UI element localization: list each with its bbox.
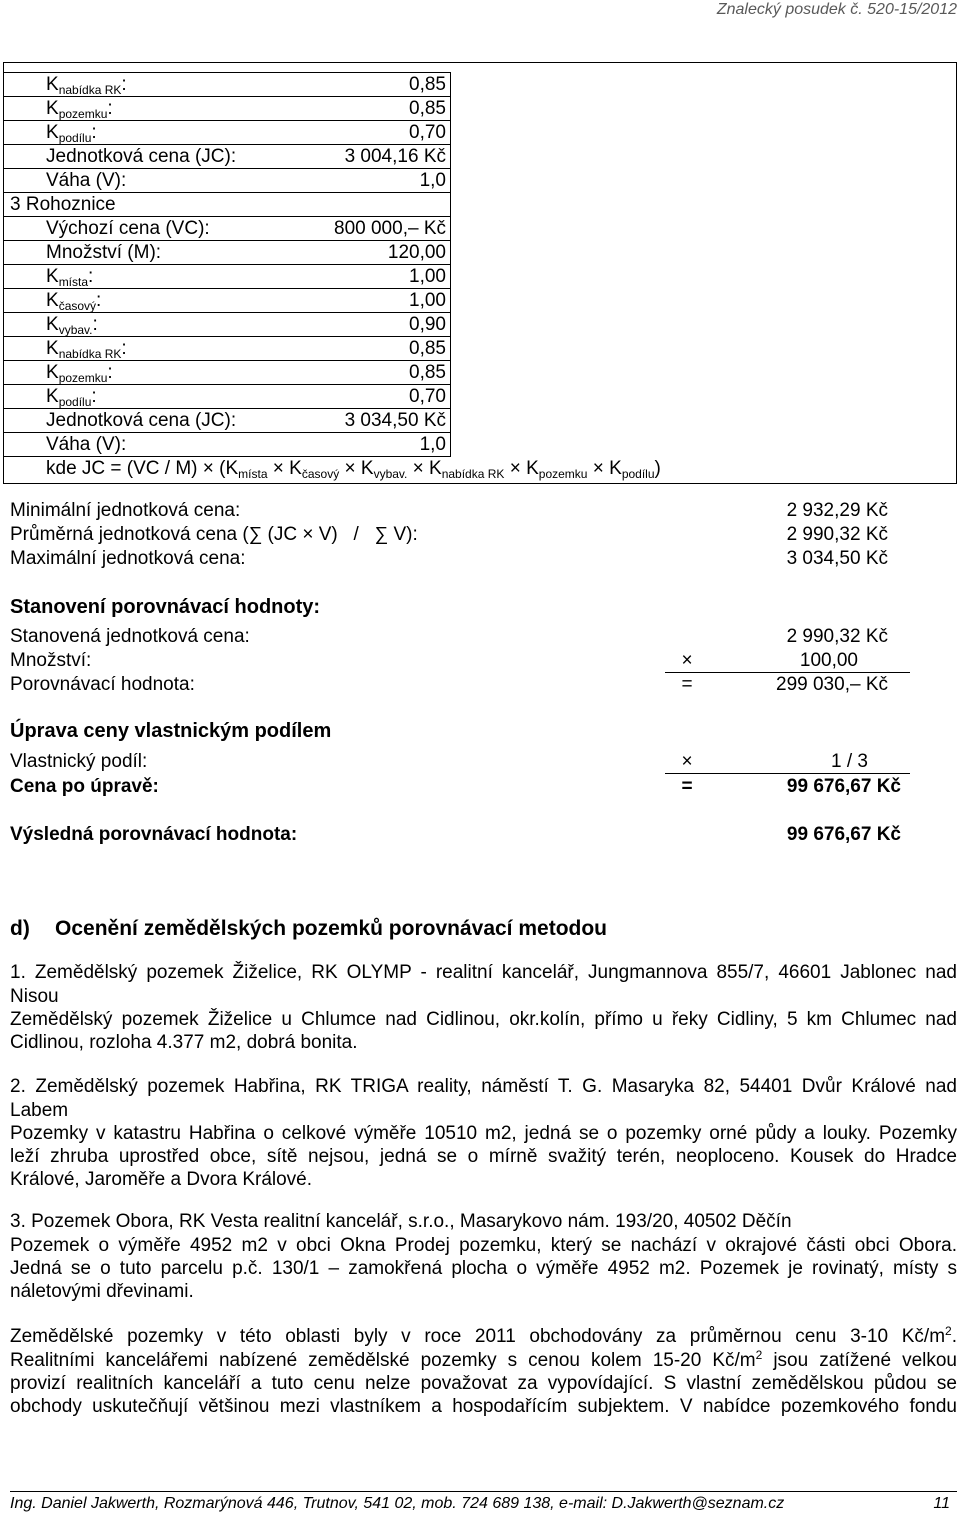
unit-price-label: Jednotková cena (JC): (46, 410, 237, 431)
table-row (3, 73, 450, 97)
listing-3 (10, 1210, 957, 1303)
adjustment-heading: Úprava ceny vlastnickým podílem (10, 720, 332, 742)
final-value-line (10, 823, 957, 847)
base-price-value: 800 000,– Kč (334, 218, 446, 239)
formula-separator: × (267, 458, 290, 479)
ownership-share-value: 1 / 3 (831, 751, 868, 772)
set-unit-price-value: 2 990,32 Kč (786, 626, 888, 647)
coefficient-subscript: podílu (58, 395, 92, 409)
coefficient-label (46, 289, 101, 312)
valuation-heading: Stanovení porovnávací hodnoty: (10, 596, 321, 618)
coefficient-subscript: pozemku (58, 107, 108, 121)
coefficient-subscript: nabídka RK (58, 83, 122, 97)
quantity-label: Množství (M): (46, 242, 162, 263)
section-letter: d) (10, 917, 30, 940)
formula-separator: × (339, 458, 361, 479)
ownership-share-line (10, 750, 957, 774)
formula-k: K (609, 458, 622, 479)
coefficient-colon: : (91, 386, 97, 407)
coefficient-label (46, 265, 93, 288)
table-row (3, 241, 450, 265)
table-row (3, 385, 450, 409)
coefficient-label (46, 97, 113, 120)
table-row (3, 97, 450, 121)
market-note-line (10, 1349, 957, 1372)
table-row (3, 145, 450, 169)
coefficient-value: 1,00 (409, 266, 446, 287)
unit-price-value: 3 034,50 Kč (344, 410, 446, 431)
coefficient-symbol: K (46, 314, 59, 335)
formula-sub: časový (301, 467, 340, 481)
coefficient-value: 0,70 (409, 122, 446, 143)
coefficient-label (46, 313, 98, 336)
weight-label: Váha (V): (46, 434, 127, 455)
listing-description-line: náletovými dřevinami. (10, 1281, 194, 1303)
comparable-title: 3 Rohoznice (10, 194, 116, 215)
formula-k: K (225, 458, 239, 479)
formula-sub: místa (238, 467, 268, 481)
calculation-rule (665, 773, 910, 774)
formula-k: K (429, 458, 442, 479)
superscript: 2 (945, 1324, 952, 1339)
avg-unit-price-value: 2 990,32 Kč (786, 524, 888, 545)
listing-description-line: Zemědělský pozemek Žiželice u Chlumce nad Cidlinou, okr.kolín, přímo u řeky Cidliny, 5 km Chlumec nad (10, 1008, 957, 1030)
max-unit-price-value: 3 034,50 Kč (786, 548, 888, 569)
formula-prefix: kde JC = (VC / M) × ( (46, 458, 226, 479)
table-row (3, 121, 450, 145)
market-note-line: provizí realitních kanceláří a tuto cenu nelze považovat za vypovídající. S vlastní zemědělskou půdou se (10, 1372, 957, 1394)
comparative-value-label: Porovnávací hodnota: (10, 674, 195, 695)
equals-operator: = (681, 776, 693, 797)
coefficient-colon: : (92, 314, 98, 335)
adjusted-price-line (10, 775, 957, 799)
adjusted-price-value: 99 676,67 Kč (786, 776, 901, 797)
coefficient-colon: : (121, 74, 127, 95)
table-row (3, 169, 450, 193)
coefficient-value: 1,00 (409, 290, 446, 311)
coefficient-symbol: K (46, 290, 59, 311)
multiply-operator: × (681, 650, 693, 671)
coefficient-colon: : (107, 98, 113, 119)
market-note-text: . (951, 1326, 957, 1348)
avg-unit-price-line (10, 523, 957, 547)
unit-price-formula (46, 456, 661, 482)
base-price-label: Výchozí cena (VC): (46, 218, 210, 239)
table-row (3, 289, 450, 313)
listing-2 (10, 1075, 957, 1191)
coefficient-symbol: K (46, 362, 59, 383)
coefficient-symbol: K (46, 74, 59, 95)
footer-rule (10, 1491, 957, 1492)
document-header-title: Znalecký posudek č. 520-15/2012 (716, 1, 957, 18)
set-unit-price-label: Stanovená jednotková cena: (10, 626, 250, 647)
max-unit-price-line (10, 547, 957, 571)
market-note-text: Zemědělské pozemky v této oblasti byly v roce 2011 obchodovány za průměrnou cenu 3-10 Kč/m (10, 1326, 946, 1348)
coefficient-label (46, 385, 97, 408)
avg-unit-price-label: Průměrná jednotková cena (∑ (JC × V) / ∑ V): (10, 524, 418, 545)
coefficient-label (46, 73, 127, 96)
table-row (3, 337, 450, 361)
formula-suffix: ) (654, 458, 661, 479)
formula-k: K (526, 458, 539, 479)
coefficient-label (46, 337, 127, 360)
formula-sub: pozemku (538, 467, 588, 481)
table-row (3, 265, 450, 289)
table-row (3, 361, 450, 385)
comparison-table (3, 72, 451, 457)
multiply-operator: × (681, 751, 693, 772)
coefficient-symbol: K (46, 338, 59, 359)
coefficient-subscript: podílu (58, 131, 92, 145)
unit-price-label: Jednotková cena (JC): (46, 146, 237, 167)
footer-author: Ing. Daniel Jakwerth, Rozmarýnová 446, Trutnov, 541 02, mob. 724 689 138, e-mail: D.Jakwerth@seznam.cz (10, 1495, 785, 1512)
listing-description-line: Jedná se o tuto parcelu p.č. 130/1 – zamokřená plocha o výměře 4952 m2. Pozemek je rovinatý, místy s (10, 1257, 957, 1279)
formula-separator: × (504, 458, 527, 479)
coefficient-value: 0,90 (409, 314, 446, 335)
section-d-heading (10, 915, 957, 943)
formula-separator: × (587, 458, 610, 479)
coefficient-subscript: nabídka RK (58, 347, 122, 361)
page-number: 11 (933, 1495, 950, 1512)
market-note-paragraph (10, 1325, 957, 1418)
listing-description-line: Pozemek o výměře 4952 m2 v obci Okna Prodej pozemku, který se nachází v okrajové části obci Obora. (10, 1234, 957, 1256)
coefficient-label (46, 121, 97, 144)
table-row (3, 193, 450, 217)
coefficient-subscript: vybav. (58, 323, 93, 337)
final-value: 99 676,67 Kč (786, 824, 901, 845)
table-row (3, 433, 450, 457)
comparative-value-line (10, 673, 957, 697)
coefficient-symbol: K (46, 122, 59, 143)
valuation-quantity-value: 100,00 (799, 650, 858, 671)
listing-heading-line: 2. Zemědělský pozemek Habřina, RK TRIGA reality, náměstí T. G. Masaryka 82, 54401 Dvůr Králové nad (10, 1076, 957, 1098)
final-value-label: Výsledná porovnávací hodnota: (10, 824, 298, 845)
coefficient-value: 0,85 (409, 74, 446, 95)
listing-heading-line: Labem (10, 1099, 69, 1121)
formula-k: K (360, 458, 374, 479)
market-note-line (10, 1325, 957, 1348)
market-note-text: Realitními kancelářemi nabízené zemědělské pozemky s cenou kolem 15-20 Kč/m (10, 1349, 756, 1371)
table-row (3, 217, 450, 241)
coefficient-symbol: K (46, 386, 59, 407)
listing-heading-line: 1. Zemědělský pozemek Žiželice, RK OLYMP - realitní kancelář, Jungmannova 855/7, 46601 Jablonec nad (10, 962, 957, 984)
min-unit-price-value: 2 932,29 Kč (786, 500, 888, 521)
listing-heading-line: 3. Pozemek Obora, RK Vesta realitní kancelář, s.r.o., Masarykovo nám. 193/20, 40502 Děčín (10, 1211, 792, 1233)
coefficient-label (46, 361, 113, 384)
listing-heading-line: Nisou (10, 985, 59, 1007)
min-unit-price-line (10, 499, 957, 523)
section-title: Ocenění zemědělských pozemků porovnávací metodou (55, 917, 607, 940)
table-row (3, 409, 450, 433)
coefficient-subscript: místa (58, 275, 89, 289)
max-unit-price-label: Maximální jednotková cena: (10, 548, 246, 569)
formula-sub: podílu (621, 467, 655, 481)
weight-value: 1,0 (419, 170, 446, 191)
coefficient-symbol: K (46, 266, 59, 287)
comparative-value: 299 030,– Kč (776, 674, 888, 695)
coefficient-value: 0,85 (409, 338, 446, 359)
superscript: 2 (755, 1347, 763, 1362)
equals-operator: = (681, 674, 693, 695)
weight-value: 1,0 (419, 434, 446, 455)
unit-price-value: 3 004,16 Kč (344, 146, 446, 167)
quantity-value: 120,00 (387, 242, 446, 263)
formula-k: K (289, 458, 302, 479)
set-unit-price-line (10, 625, 957, 649)
valuation-quantity-line (10, 649, 957, 673)
formula-separator: × (407, 458, 430, 479)
market-note-line: obchody uskutečňují většinou mezi vlastníkem a hospodařícím subjektem. V nabídce pozemkového fondu (10, 1396, 957, 1418)
coefficient-value: 0,85 (409, 98, 446, 119)
coefficient-colon: : (107, 362, 113, 383)
ownership-share-label: Vlastnický podíl: (10, 751, 148, 772)
listing-1 (10, 961, 957, 1054)
coefficient-value: 0,85 (409, 362, 446, 383)
listing-description-line: leží zhruba uprostřed obce, sítě nejsou, jedná se o mírně svažitý terén, neoploceno. Kousek do Hradce (10, 1146, 957, 1168)
valuation-quantity-label: Množství: (10, 650, 92, 671)
adjusted-price-label: Cena po úpravě: (10, 776, 159, 797)
coefficient-colon: : (96, 290, 102, 311)
listing-description-line: Cidlinou, rozloha 4.377 m2, dobrá bonita. (10, 1032, 358, 1054)
coefficient-subscript: pozemku (58, 371, 108, 385)
formula-sub: nabídka RK (441, 467, 505, 481)
coefficient-colon: : (121, 338, 127, 359)
coefficient-symbol: K (46, 98, 59, 119)
table-row (3, 313, 450, 337)
weight-label: Váha (V): (46, 170, 127, 191)
coefficient-subscript: časový (58, 299, 97, 313)
market-note-text: jsou zatížené velkou (762, 1349, 957, 1371)
coefficient-colon: : (91, 122, 97, 143)
coefficient-value: 0,70 (409, 386, 446, 407)
min-unit-price-label: Minimální jednotková cena: (10, 500, 241, 521)
formula-sub: vybav. (373, 467, 408, 481)
listing-description-line: Pozemky v katastru Habřina o celkové výměře 10510 m2, jedná se o pozemky orné půdy a louky. Pozemky (10, 1122, 957, 1144)
listing-description-line: Králové, Jaroměře a Dvora Králové. (10, 1169, 313, 1191)
coefficient-colon: : (88, 266, 94, 287)
